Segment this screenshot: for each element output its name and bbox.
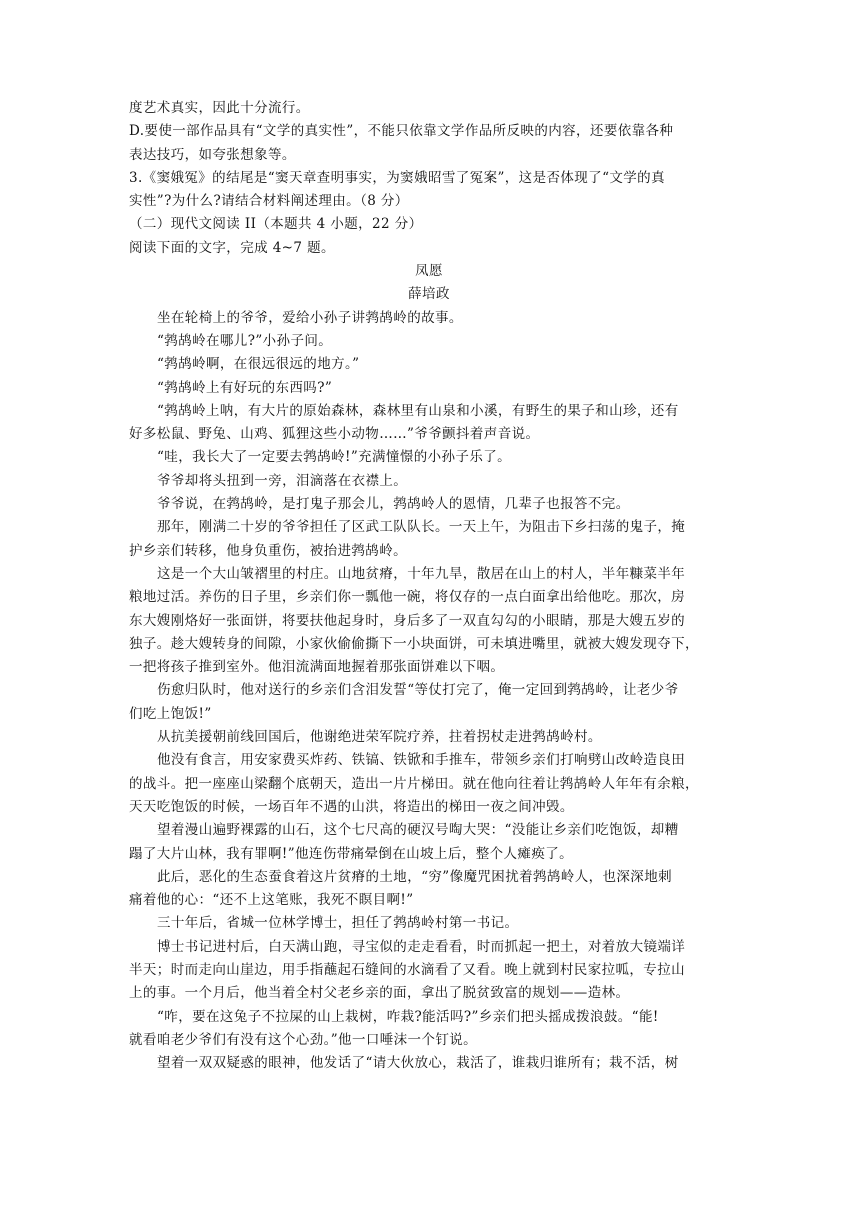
paragraph-line: 望着一双双疑惑的眼神，他发话了“请大伙放心，栽活了，谁栽归谁所有；栽不活，树: [157, 1055, 679, 1072]
paragraph-line: 独子。趁大嫂转身的间隙，小家伙偷偷撕下一小块面饼，可未填进嘴里，就被大嫂发现夺下，: [129, 635, 699, 652]
paragraph-line: 们吃上饱饭!”: [129, 705, 212, 722]
document-page: [129, 97, 729, 1075]
paragraph-line: 痛着他的心：“还不上这笔账，我死不瞑目啊!”: [129, 892, 414, 909]
paragraph-line: 上的事。一个月后，他当着全村父老乡亲的面，拿出了脱贫致富的规划——造林。: [129, 985, 630, 1002]
section-heading: （二）现代文阅读 II（本题共 4 小题，22 分）: [129, 216, 423, 233]
paragraph-line: “咋，要在这兔子不拉屎的山上栽树，咋栽?能活吗?”乡亲们把头摇成拨浪鼓。“能!: [157, 1008, 659, 1025]
article-author: 薛培政: [408, 286, 450, 303]
paragraph-line: 伤愈归队时，他对送行的乡亲们含泪发誓“等仗打完了，俺一定回到鹁鸪岭，让老少爷: [157, 682, 679, 699]
paragraph-line: 爷爷说，在鹁鸪岭，是打鬼子那会儿，鹁鸪岭人的恩情，几辈子也报答不完。: [157, 496, 630, 513]
question-3-line-1: 3.《窦娥冤》的结尾是“窦天章查明事实，为窦娥昭雪了冤案”，这是否体现了“文学的真: [129, 169, 665, 186]
paragraph-line: “鹁鸪岭在哪儿?”小孙子问。: [157, 332, 333, 349]
paragraph-line: 粮地过活。养伤的日子里，乡亲们你一瓢他一碗，将仅存的一点白面拿出给他吃。那次，房: [129, 589, 685, 606]
option-d-line-1: D.要使一部作品具有“文学的真实性”，不能只依靠文学作品所反映的内容，还要依靠各种: [129, 123, 674, 140]
reading-instruction: 阅读下面的文字，完成 4~7 题。: [129, 239, 335, 256]
paragraph-line: 的战斗。把一座座山梁翻个底朝天，造出一片片梯田。就在他向往着让鹁鸪岭人年年有余粮，: [129, 775, 699, 792]
paragraph-line: 三十年后，省城一位林学博士，担任了鹁鸪岭村第一书记。: [157, 915, 519, 932]
paragraph-line: 望着漫山遍野裸露的山石，这个七尺高的硬汉号啕大哭：“没能让乡亲们吃饱饭，却糟: [157, 822, 679, 839]
paragraph-line: 天天吃饱饭的时候，一场百年不遇的山洪，将造出的梯田一夜之间冲毁。: [129, 798, 574, 815]
paragraph-line: 蹋了大片山林，我有罪啊!”他连伤带痛晕倒在山坡上后，整个人瘫痪了。: [129, 845, 574, 862]
option-d-line-2: 表达技巧，如夸张想象等。: [129, 146, 296, 163]
question-3-line-2: 实性”?为什么?请结合材料阐述理由。（8 分）: [129, 193, 409, 210]
paragraph-line: 博士书记进村后，白天满山跑，寻宝似的走走看看，时而抓起一把土，对着放大镜端详: [157, 938, 686, 955]
paragraph-line: 从抗美援朝前线回国后，他谢绝进荣军院疗养，拄着拐杖走进鹁鸪岭村。: [157, 729, 602, 746]
paragraph-line: 爷爷却将头扭到一旁，泪滴落在衣襟上。: [157, 472, 408, 489]
paragraph-line: 这是一个大山皱褶里的村庄。山地贫瘠，十年九旱，散居在山上的村人，半年糠菜半年: [157, 565, 686, 582]
paragraph-line: 他没有食言，用安家费买炸药、铁镐、铁锨和手推车，带领乡亲们打响劈山改岭造良田: [157, 752, 686, 769]
paragraph-line: “鹁鸪岭啊，在很远很远的地方。”: [157, 356, 360, 373]
paragraph-line: 一把将孩子推到室外。他泪流满面地握着那张面饼难以下咽。: [129, 659, 505, 676]
paragraph-line: 半天；时而走向山崖边，用手指蘸起石缝间的水滴看了又看。晚上就到村民家拉呱，专拉山: [129, 961, 685, 978]
paragraph-line: 此后，恶化的生态蚕食着这片贫瘠的土地，“穷”像魔咒困扰着鹁鸪岭人，也深深地刺: [157, 868, 673, 885]
paragraph-line: 护乡亲们转移，他身负重伤，被抬进鹁鸪岭。: [129, 542, 407, 559]
article-title: 凤愿: [415, 263, 443, 280]
paragraph-line: “哇，我长大了一定要去鹁鸪岭!”充满憧憬的小孙子乐了。: [157, 449, 512, 466]
paragraph-line: 东大嫂刚烙好一张面饼，将要扶他起身时，身后多了一双直勾勾的小眼睛，那是大嫂五岁的: [129, 612, 685, 629]
text-line: 度艺术真实，因此十分流行。: [129, 100, 310, 116]
paragraph-line: 坐在轮椅上的爷爷，爱给小孙子讲鹁鸪岭的故事。: [157, 309, 463, 326]
paragraph-line: “鹁鸪岭上有好玩的东西吗?”: [157, 379, 333, 396]
paragraph-line: “鹁鸪岭上呐，有大片的原始森林，森林里有山泉和小溪，有野生的果子和山珍，还有: [157, 402, 679, 419]
paragraph-line: 那年，刚满二十岁的爷爷担任了区武工队队长。一天上午，为阻击下乡扫荡的鬼子，掩: [157, 519, 686, 536]
paragraph-line: 好多松鼠、野兔、山鸡、狐狸这些小动物……”爷爷颤抖着声音说。: [129, 426, 540, 443]
paragraph-line: 就看咱老少爷们有没有这个心劲。”他一口唾沫一个钉说。: [129, 1031, 478, 1048]
